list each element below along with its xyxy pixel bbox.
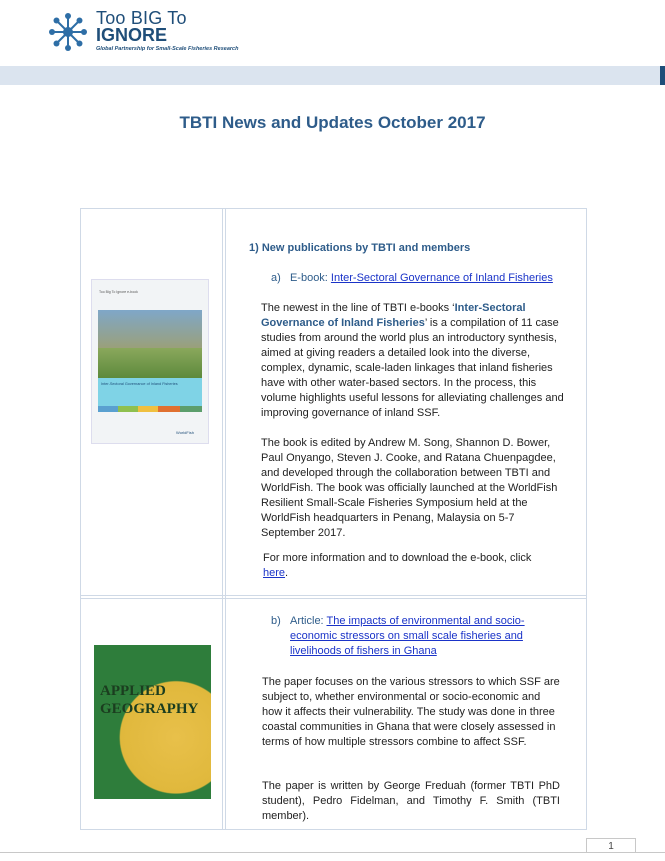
header-band [0, 66, 665, 85]
item-a-paragraph-2: The book is edited by Andrew M. Song, Shannon D. Bower, Paul Onyango, Steven J. Cooke, and Ratana Chuenpagdee, and developed through the collaboration between TBTI and WorldFish. The book was officially launched at the WorldFish Resilient Small-Scale Fisheries Symposium held at the WorldFish headquarters in Penang, Malaysia on 5-7 September 2017. [261, 437, 558, 539]
section-heading: 1) New publications by TBTI and members [249, 242, 471, 254]
item-a-p1-bold: Inter-Sectoral Governance of Inland Fisheries [261, 302, 526, 329]
download-here-link[interactable]: here [263, 567, 286, 579]
cover-title-text: Inter-Sectoral Governance of Inland Fisheries [101, 382, 178, 386]
item-a-label: E-book: [289, 272, 331, 284]
page-title: TBTI News and Updates October 2017 [179, 113, 486, 132]
news-table [80, 208, 587, 830]
journal-title-line1: APPLIED [100, 683, 166, 699]
network-logo-icon [46, 10, 90, 54]
logo-line2: IGNORE [96, 25, 168, 45]
item-b-paragraph-1: The paper focuses on the various stressors to which SSF are subject to, whether environmental or socio-economic and how it affects their vulnerability. The study was done in three coastal communities in Ghana that were closely assessed in terms of how multiple stressors combine to affect SSF. [262, 676, 560, 748]
item-a-p1-post: ’ is a compilation of 11 case studies from around the world plus an introductory synthesis, aimed at giving readers a detailed look into the diverse, complex, dynamic, scale-laden linkages that inland fisheries have with other water-based sectors. In the process, this volume highlights useful lessons for alleviating challenges and improving governance of inland SSF. [261, 317, 564, 419]
item-b-marker: b) [271, 615, 281, 627]
tbti-logo [46, 10, 246, 56]
item-a-p3-pre: For more information and to download the e-book, click [263, 552, 532, 564]
ebook-cover-image[interactable] [91, 279, 209, 444]
item-a-paragraph-3 [263, 551, 543, 581]
item-b-heading [290, 614, 555, 659]
ebook-link[interactable]: Inter-Sectoral Governance of Inland Fisheries [330, 272, 553, 284]
logo-tagline: Global Partnership for Small-Scale Fisheries Research [96, 46, 239, 52]
journal-title-line2: GEOGRAPHY [100, 701, 199, 717]
item-a-p3-post: . [285, 567, 289, 579]
item-a-heading [271, 271, 553, 286]
footer-rule [0, 852, 665, 853]
article-link[interactable]: The impacts of environmental and socio-economic stressors on small scale fisheries and livelihoods of fishers in Ghana [290, 615, 525, 657]
cover-series-text: Too Big To Ignore e-book [99, 290, 138, 294]
item-b-paragraph-2: The paper is written by George Freduah (former TBTI PhD student), Pedro Fidelman, and Timothy F. Smith (TBTI member). [262, 780, 560, 822]
logo-line1: Too BIG To [96, 8, 187, 28]
item-a-p1-pre: The newest in the line of TBTI e-books ‘ [261, 302, 455, 314]
page-number: 1 [586, 838, 636, 853]
item-a-marker: a) [271, 272, 281, 284]
cover-publisher-text: WorldFish [176, 430, 194, 435]
item-b-label: Article: [290, 615, 327, 627]
item-a-paragraph-1 [261, 301, 566, 421]
journal-cover-image[interactable] [94, 645, 211, 799]
